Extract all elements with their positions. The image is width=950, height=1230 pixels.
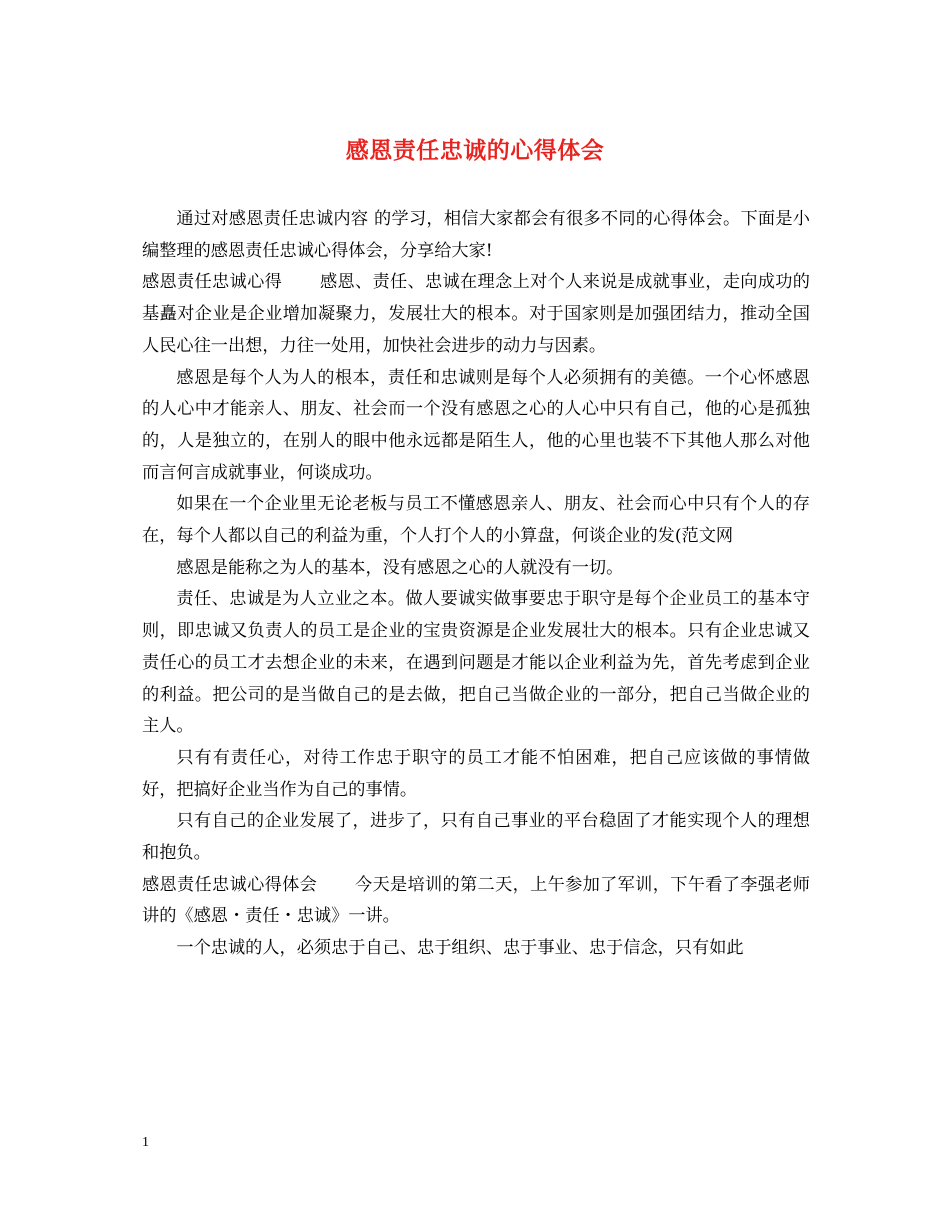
- paragraph-section-1: [142, 267, 810, 362]
- section-1-text: 感恩、责任、忠诚在理念上对个人来说是成就事业，走向成功的基矗对企业是企业增加凝聚力，发展壮大的根本。对于国家则是加强团结力，推动全国人民心往一出想，力往一处用，加快社会进步的动力与因素。: [142, 272, 810, 356]
- paragraph-intro: 通过对感恩责任忠诚内容 的学习，相信大家都会有很多不同的心得体会。下面是小编整理的感恩责任忠诚心得体会，分享给大家!: [142, 209, 810, 261]
- paragraph-section-2: [142, 870, 810, 933]
- document-body: [142, 204, 810, 965]
- paragraph-responsibility: 责任、忠诚是为人立业之本。做人要诚实做事要忠于职守是每个企业员工的基本守则，即忠诚又负责人的员工是企业的宝贵资源是企业发展壮大的根本。只有企业忠诚又责任心的员工才去想企业的未来，在遇到问题是才能以企业利益为先，首先考虑到企业的利益。把公司的是当做自己的是去做，把自己当做企业的一部分，把自己当做企业的主人。: [142, 589, 810, 737]
- page-number: 1: [142, 1135, 149, 1150]
- paragraph-duty: 只有有责任心，对待工作忠于职守的员工才能不怕困难，把自己应该做的事情做好，把搞好企业当作为自己的事情。: [142, 747, 810, 800]
- paragraph-development: 只有自己的企业发展了，进步了，只有自己事业的平台稳固了才能实现个人的理想和抱负。: [142, 811, 810, 864]
- page-title: 感恩责任忠诚的心得体会: [345, 137, 605, 164]
- paragraph-loyal-person: 一个忠诚的人，必须忠于自己、忠于组织、忠于事业、忠于信念，只有如此: [176, 938, 744, 959]
- section-2-text: 今天是培训的第二天，上午参加了军训，下午看了李强老师讲的《感恩・责任・忠诚》一讲。: [142, 874, 810, 927]
- section-heading-2: 感恩责任忠诚心得体会: [142, 874, 318, 895]
- paragraph-gratitude-basic: 感恩是能称之为人的基本，没有感恩之心的人就没有一切。: [176, 557, 624, 578]
- paragraph-enterprise: 如果在一个企业里无论老板与员工不懂感恩亲人、朋友、社会而心中只有个人的存在，每个人都以自己的利益为重，个人打个人的小算盘，何谈企业的发(范文网: [142, 494, 810, 547]
- section-heading-1: 感恩责任忠诚心得: [142, 272, 283, 293]
- paragraph-gratitude-root: 感恩是每个人为人的根本，责任和忠诚则是每个人必须拥有的美德。一个心怀感恩的人心中才能亲人、朋友、社会而一个没有感恩之心的人心中只有自己，他的心是孤独的，人是独立的，在别人的眼中他永远都是陌生人，他的心里也装不下其他人那么对他而言何言成就事业，何谈成功。: [142, 367, 810, 483]
